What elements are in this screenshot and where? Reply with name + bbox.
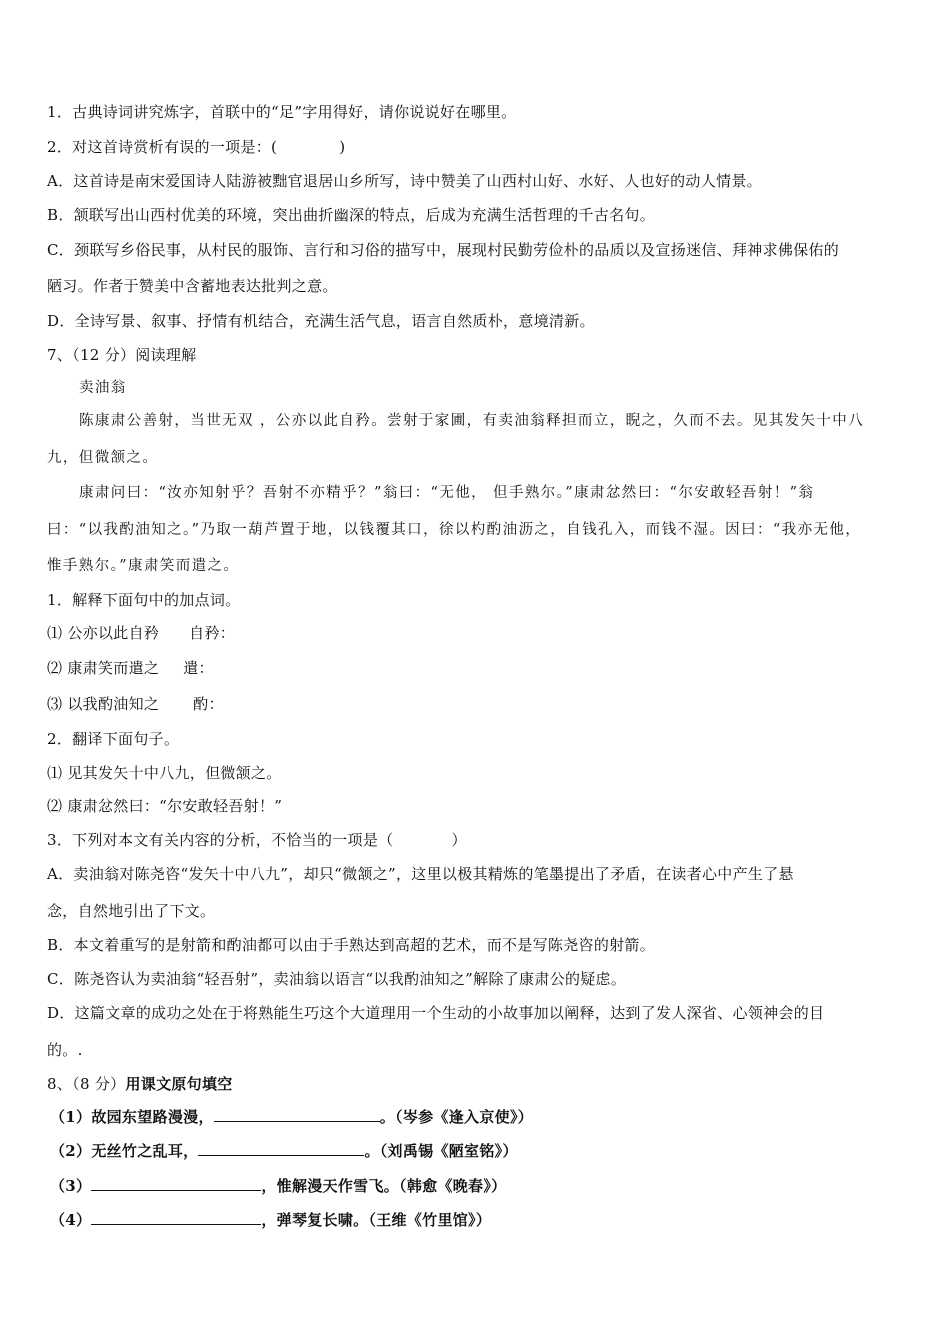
s7-q1-item-a bbox=[47, 623, 235, 643]
fill-line-3 bbox=[50, 1176, 506, 1196]
s7-heading: 7、（12 分）阅读理解 bbox=[47, 346, 197, 364]
s7-q2-item-b: ⑵ 康肃忿然曰：“尔安敢轻吾射！” bbox=[47, 797, 283, 815]
q1-item-b-word: 遣： bbox=[183, 659, 214, 677]
passage-p2-line3: 惟手熟尔。”康肃笑而遣之。 bbox=[47, 558, 240, 574]
s7-q2-item-a: ⑴ 见其发矢十中八九，但微颔之。 bbox=[47, 764, 282, 782]
q1-item-c-word: 酌： bbox=[193, 695, 224, 713]
q1-item-c-sentence: ⑶ 以我酌油知之 bbox=[47, 695, 160, 713]
passage-p2-line2: 曰：“以我酌油知之。”乃取一葫芦置于地，以钱覆其口，徐以杓酌油沥之，自钱孔入，而钱不湿。因曰：“我亦无他， bbox=[47, 522, 862, 538]
s8-heading-number: 8、（8 分） bbox=[47, 1075, 126, 1093]
fill-line-1-prefix: （1）故园东望路漫漫， bbox=[50, 1108, 214, 1126]
s6-question-2 bbox=[47, 137, 345, 157]
passage-p1-line1: 陈康肃公善射，当世无双 ，公亦以此自矜。尝射于家圃，有卖油翁释担而立，睨之，久而不去。见其发矢十中八 bbox=[79, 413, 865, 429]
s6-option-d: D．全诗写景、叙事、抒情有机结合，充满生活气息，语言自然质朴，意境清新。 bbox=[47, 312, 595, 330]
fill-line-3-suffix: ，惟解漫天作雪飞。（韩愈《晚春》） bbox=[261, 1177, 507, 1195]
answer-blank[interactable] bbox=[91, 1210, 261, 1225]
answer-blank[interactable] bbox=[91, 1176, 261, 1191]
s7-question-3-text: 3．下列对本文有关内容的分析，不恰当的一项是（ bbox=[47, 831, 394, 849]
s6-option-c-line2: 陋习。作者于赞美中含蓄地表达批判之意。 bbox=[47, 277, 338, 295]
s6-question-2-close: ) bbox=[339, 138, 346, 156]
fill-line-2-prefix: （2）无丝竹之乱耳， bbox=[50, 1142, 199, 1160]
s7-question-3-close: ） bbox=[451, 831, 467, 849]
s6-question-1: 1．古典诗词讲究炼字，首联中的“足”字用得好，请你说说好在哪里。 bbox=[47, 103, 517, 121]
s7-question-2: 2．翻译下面句子。 bbox=[47, 730, 180, 748]
passage-p1-line2: 九，但微颔之。 bbox=[47, 450, 159, 466]
fill-line-4-prefix: （4） bbox=[50, 1211, 92, 1229]
s6-question-2-text: 2．对这首诗赏析有误的一项是：( bbox=[47, 138, 278, 156]
fill-line-1 bbox=[50, 1107, 533, 1127]
fill-line-2 bbox=[50, 1141, 518, 1161]
passage-title: 卖油翁 bbox=[79, 380, 127, 396]
fill-line-2-suffix: 。（刘禹锡《陋室铭》） bbox=[364, 1142, 518, 1160]
answer-blank[interactable] bbox=[214, 1107, 380, 1122]
s6-option-c-line1: C．颈联写乡俗民事，从村民的服饰、言行和习俗的描写中，展现村民勤劳俭朴的品质以及宣扬迷信、拜神求佛保佑的 bbox=[47, 241, 840, 259]
fill-line-3-prefix: （3） bbox=[50, 1177, 92, 1195]
fill-line-4-suffix: ，弹琴复长啸。（王维《竹里馆》） bbox=[261, 1211, 492, 1229]
q1-item-a-sentence: ⑴ 公亦以此自矜 bbox=[47, 624, 160, 642]
s7-q1-item-b bbox=[47, 658, 214, 678]
s7-option-a-line2: 念，自然地引出了下文。 bbox=[47, 902, 216, 920]
s7-option-a-line1: A．卖油翁对陈尧咨“发矢十中八九”，却只“微颔之”，这里以极其精炼的笔墨提出了矛盾，在读者心中产生了悬 bbox=[47, 865, 794, 883]
s6-option-b: B．颔联写出山西村优美的环境，突出曲折幽深的特点，后成为充满生活哲理的千古名句。 bbox=[47, 206, 656, 224]
q1-item-b-sentence: ⑵ 康肃笑而遣之 bbox=[47, 659, 160, 677]
q1-item-a-word: 自矜： bbox=[189, 624, 236, 642]
answer-blank[interactable] bbox=[198, 1141, 364, 1156]
s7-q1-item-c bbox=[47, 694, 224, 714]
s7-option-d-line2: 的。. bbox=[47, 1041, 83, 1059]
s7-question-3 bbox=[47, 830, 467, 850]
s7-option-c: C．陈尧咨认为卖油翁“轻吾射”，卖油翁以语言“以我酌油知之”解除了康肃公的疑虑。 bbox=[47, 970, 627, 988]
s7-question-1: 1．解释下面句中的加点词。 bbox=[47, 591, 241, 609]
s7-option-d-line1: D．这篇文章的成功之处在于将熟能生巧这个大道理用一个生动的小故事加以阐释，达到了发人深省、心领神会的目 bbox=[47, 1004, 825, 1022]
passage-p2-line1: 康肃问曰：“汝亦知射乎？吾射不亦精乎？”翁曰：“无他， 但手熟尔。”康肃忿然曰：“尔安敢轻吾射！”翁 bbox=[79, 485, 815, 501]
s8-heading-text: 用课文原句填空 bbox=[125, 1075, 233, 1093]
s8-heading bbox=[47, 1074, 233, 1094]
s6-option-a: A．这首诗是南宋爱国诗人陆游被黜官退居山乡所写，诗中赞美了山西村山好、水好、人也好的动人情景。 bbox=[47, 172, 762, 190]
s7-option-b: B．本文着重写的是射箭和酌油都可以由于手熟达到高超的艺术，而不是写陈尧咨的射箭。 bbox=[47, 936, 656, 954]
fill-line-4 bbox=[50, 1210, 491, 1230]
fill-line-1-suffix: 。（岑参《逢入京使》） bbox=[379, 1108, 534, 1126]
